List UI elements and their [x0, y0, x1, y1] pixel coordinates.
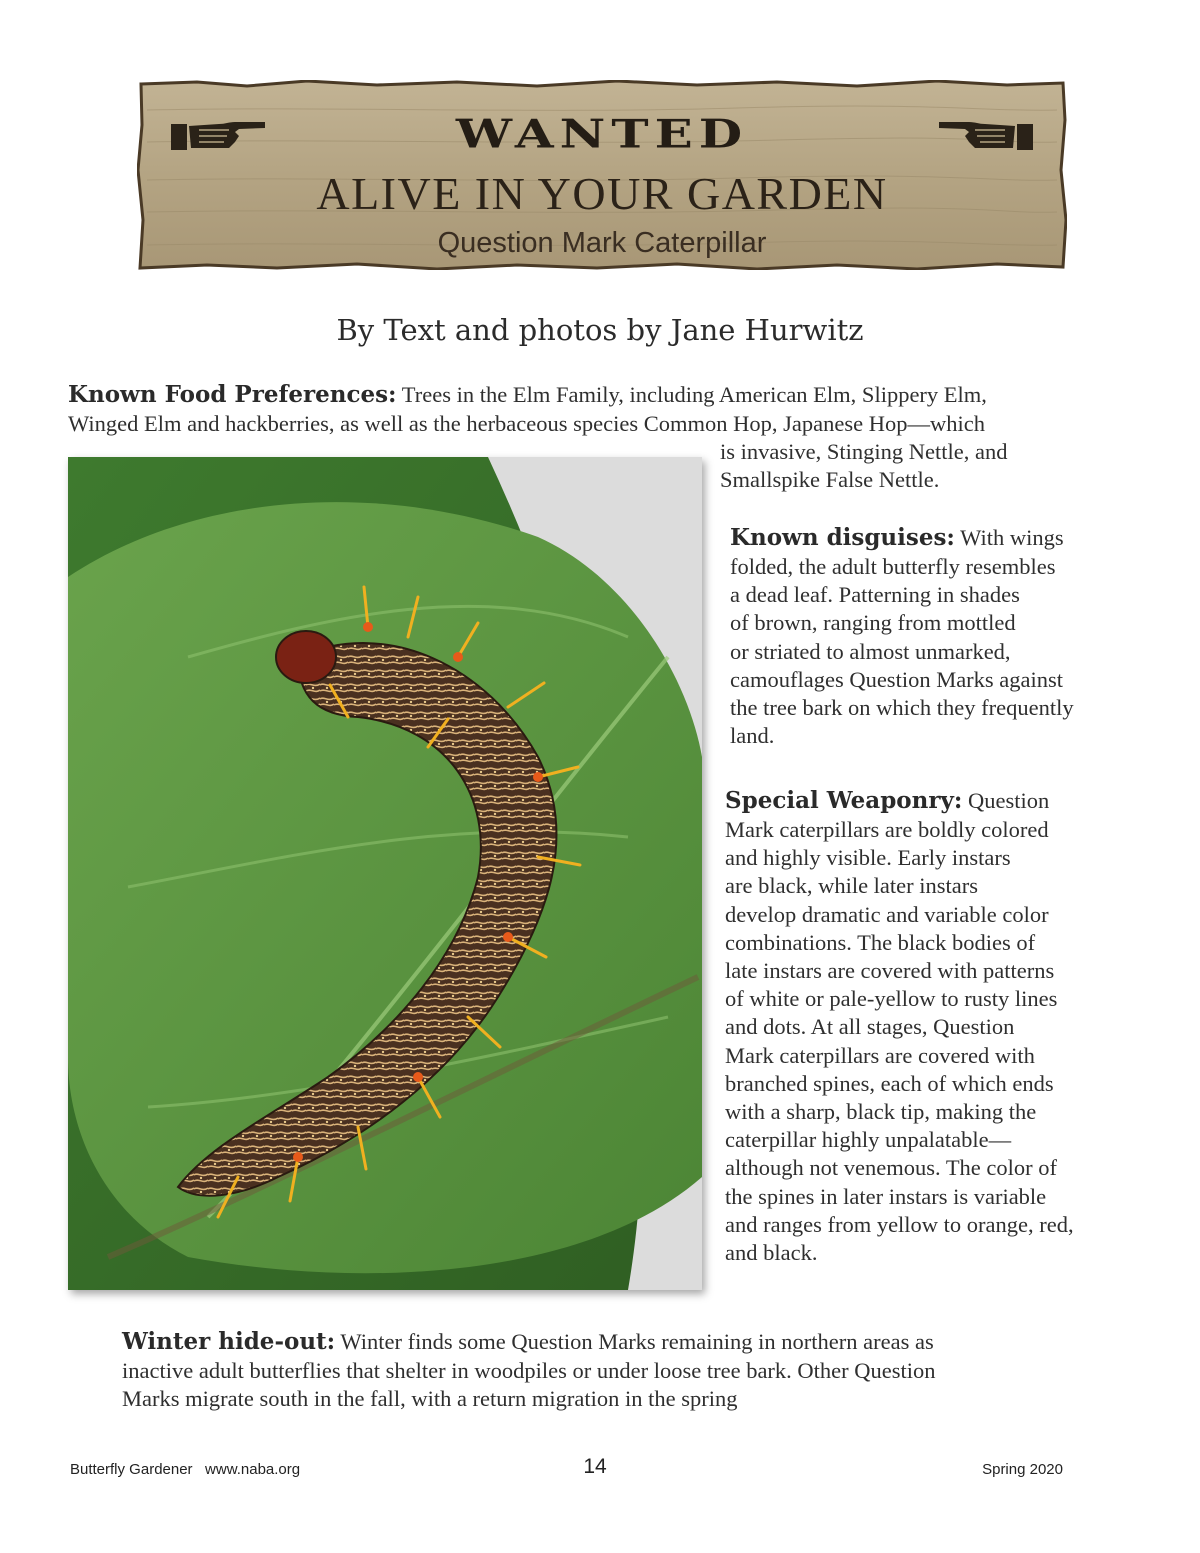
disguises-heading: Known disguises: [730, 524, 955, 551]
weaponry-line: branched spines, each of which ends [725, 1070, 1054, 1096]
byline: By Text and photos by Jane Hurwitz [336, 313, 864, 347]
winter-heading: Winter hide-out: [122, 1328, 336, 1355]
disguises-line: a dead leaf. Patterning in shades [730, 582, 1020, 608]
pointing-hand-left-icon [935, 116, 1035, 156]
wanted-banner [137, 80, 1067, 270]
banner-subtitle: ALIVE IN YOUR GARDEN [316, 168, 888, 219]
winter-line: Marks migrate south in the fall, with a return migration in the spring [122, 1386, 738, 1412]
weaponry-line: Question [962, 788, 1050, 813]
winter-line: Winter finds some Question Marks remaining in northern areas as [335, 1329, 934, 1354]
caterpillar-illustration [68, 457, 702, 1290]
weaponry-line: are black, while later instars [725, 873, 979, 899]
weaponry-line: and highly visible. Early instars [725, 845, 1011, 871]
wanted-title: WANTED [455, 110, 749, 157]
footer-publication: Butterfly Gardener www.naba.org [70, 1461, 301, 1478]
weaponry-line: of white or pale-yellow to rusty lines [725, 986, 1058, 1012]
disguises-line: folded, the adult butterfly resembles [730, 554, 1056, 579]
weaponry-line: and ranges from yellow to orange, red, [725, 1211, 1074, 1237]
food-preferences-heading: Known Food Preferences: [68, 381, 397, 408]
weaponry-heading: Special Weaponry: [725, 787, 963, 814]
weaponry-line: caterpillar highly unpalatable— [725, 1127, 1012, 1153]
winter-line: inactive adult butterflies that shelter in woodpiles or under loose tree bark. Other Question [122, 1358, 936, 1383]
footer-issue: Spring 2020 [982, 1461, 1063, 1478]
disguises-line: camouflages Question Marks against [730, 666, 1064, 692]
disguises-line: of brown, ranging from mottled [730, 610, 1016, 636]
weaponry-line: although not venemous. The color of [725, 1155, 1058, 1181]
disguises-line: land. [730, 723, 775, 749]
winter-paragraph [122, 1327, 936, 1413]
weaponry-line: the spines in later instars is variable [725, 1183, 1047, 1209]
food-line: Winged Elm and hackberries, as well as the herbaceous species Common Hop, Japanese Hop—which [68, 411, 985, 436]
page-number: 14 [583, 1455, 607, 1478]
weaponry-line: Mark caterpillars are covered with [725, 1042, 1035, 1068]
weaponry-line: Mark caterpillars are boldly colored [725, 817, 1049, 842]
wanted-row [137, 106, 1067, 162]
weaponry-line: and dots. At all stages, Question [725, 1014, 1015, 1040]
disguises-line: or striated to almost unmarked, [730, 638, 1011, 664]
weaponry-line: develop dramatic and variable color [725, 901, 1049, 927]
disguises-paragraph [730, 523, 1074, 750]
weaponry-line: combinations. The black bodies of [725, 929, 1036, 955]
food-line: is invasive, Stinging Nettle, and [720, 439, 1008, 465]
weaponry-paragraph [725, 786, 1074, 1267]
weaponry-line: late instars are covered with patterns [725, 958, 1055, 984]
weaponry-line: and black. [725, 1240, 818, 1266]
weaponry-line: with a sharp, black tip, making the [725, 1099, 1037, 1125]
disguises-line: With wings [954, 525, 1064, 550]
food-line: Smallspike False Nettle. [720, 467, 940, 493]
food-line: Trees in the Elm Family, including American Elm, Slippery Elm, [396, 382, 987, 407]
banner-species-name: Question Mark Caterpillar [437, 227, 767, 259]
caterpillar-photo [68, 457, 702, 1290]
disguises-line: the tree bark on which they frequently [730, 695, 1074, 721]
